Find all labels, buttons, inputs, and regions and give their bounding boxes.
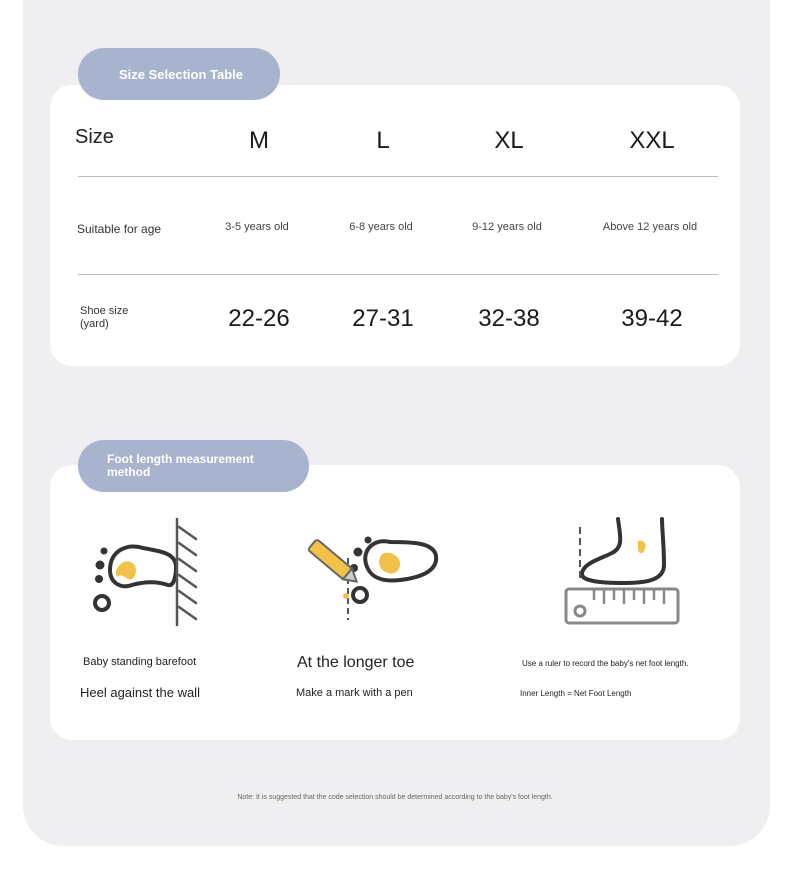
- age-row-label: Suitable for age: [77, 222, 162, 236]
- age-l: 6-8 years old: [349, 221, 413, 233]
- size-header-xxl: XXL: [629, 127, 675, 154]
- step3-caption-bottom: Inner Length = Net Foot Length: [520, 689, 632, 698]
- age-xl: 9-12 years old: [472, 221, 542, 233]
- foot-on-ruler-icon: [560, 515, 685, 630]
- shoe-size-m: 22-26: [228, 305, 290, 332]
- step2-caption-top: At the longer toe: [297, 654, 415, 671]
- shoe-size-xl: 32-38: [478, 305, 540, 332]
- age-xxl: Above 12 years old: [602, 221, 698, 233]
- pen-mark-toe-icon: [290, 530, 445, 625]
- footnote: Note: It is suggested that the code selection should be determined according to the baby's foot length.: [237, 794, 553, 801]
- size-header-xl: XL: [494, 127, 524, 154]
- table-divider: [78, 176, 718, 177]
- step3-caption-top: Use a ruler to record the baby's net foot length.: [522, 659, 689, 668]
- table-divider: [78, 274, 718, 275]
- shoe-size-l: 27-31: [352, 305, 414, 332]
- shoe-label-line1: Shoe size: [80, 305, 129, 317]
- shoe-row-label: [80, 305, 128, 331]
- size-header-l: L: [376, 127, 390, 154]
- size-row-header: Size: [75, 126, 114, 148]
- age-m: 3-5 years old: [225, 221, 289, 233]
- shoe-label-line2: (yard): [80, 318, 109, 330]
- shoe-size-xxl: 39-42: [621, 305, 683, 332]
- size-table-title: Size Selection Table: [78, 48, 280, 100]
- measurement-title-line1: Foot length measurement: [107, 452, 254, 466]
- step1-caption-top: Baby standing barefoot: [83, 656, 197, 668]
- step2-caption-bottom: Make a mark with a pen: [296, 687, 413, 699]
- size-header-m: M: [249, 127, 269, 154]
- measurement-title-line2: method: [107, 465, 151, 479]
- foot-against-wall-icon: [88, 515, 203, 630]
- step1-caption-bottom: Heel against the wall: [80, 685, 200, 700]
- measurement-title: [78, 440, 309, 492]
